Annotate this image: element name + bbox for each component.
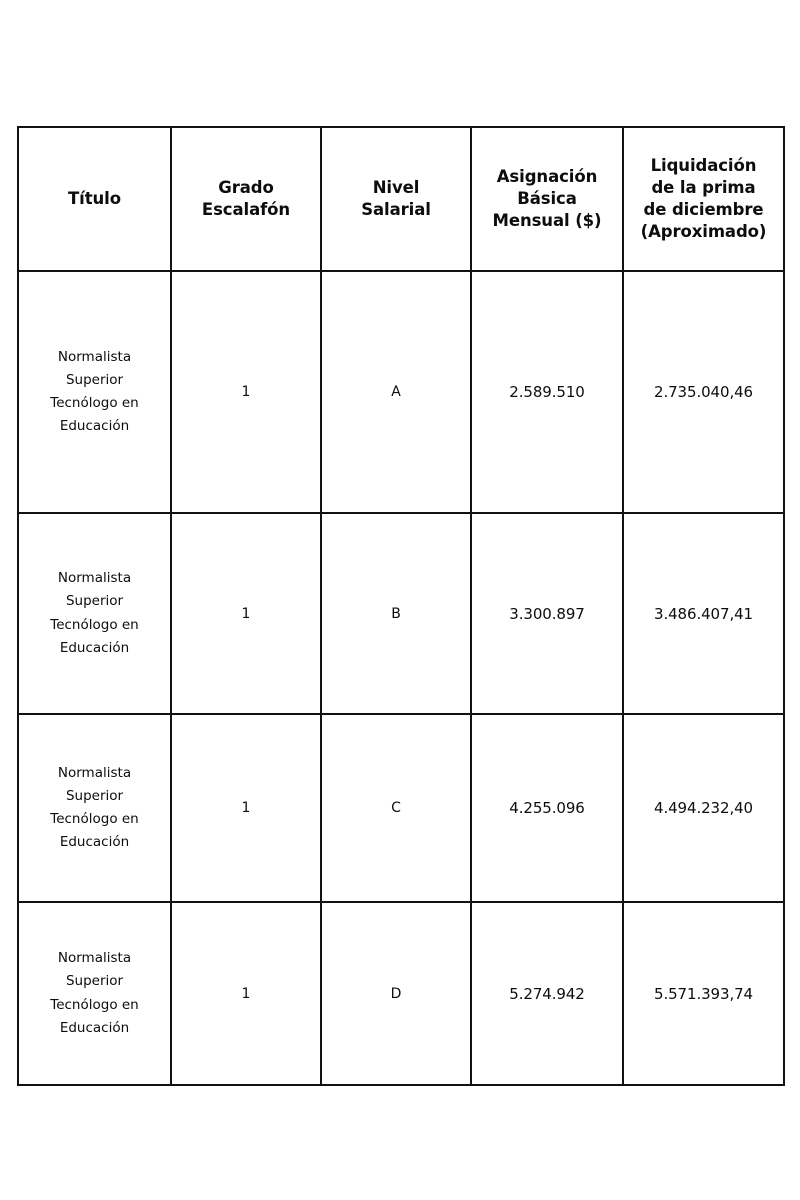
column-header-liquidacion-prima-diciembre [623,127,784,271]
cell-liquidacion: 5.571.393,74 [623,902,784,1085]
column-header-grado-escalafon [171,127,321,271]
cell-grado: 1 [171,513,321,714]
column-header-asignacion-line-1: Asignación [496,167,598,187]
cell-titulo-line-2: Superior [65,593,124,610]
column-header-asignacion-line-3: Mensual ($) [492,210,602,230]
cell-grado: 1 [171,714,321,902]
cell-titulo-line-3: Tecnólogo en [50,616,139,633]
salary-scale-table [17,126,785,1086]
cell-grado: 1 [171,271,321,513]
column-header-liquidacion-line-4: (Aproximado) [640,221,767,241]
table-header-row [18,127,784,271]
cell-nivel: C [321,714,471,902]
column-header-liquidacion-line-1: Liquidación [650,156,757,176]
table-row [18,714,784,902]
cell-titulo-line-2: Superior [65,371,124,388]
table-row [18,902,784,1085]
table-header [18,127,784,271]
column-header-asignacion-line-2: Básica [517,189,577,209]
column-header-liquidacion-line-2: de la prima [651,178,756,198]
cell-titulo-line-3: Tecnólogo en [50,811,139,827]
column-header-nivel-line-1: Nivel [372,178,420,198]
cell-titulo-line-1: Normalista [57,570,132,587]
cell-liquidacion: 2.735.040,46 [623,271,784,513]
cell-titulo [18,902,171,1085]
cell-liquidacion: 4.494.232,40 [623,714,784,902]
cell-nivel: A [321,271,471,513]
cell-liquidacion: 3.486.407,41 [623,513,784,714]
cell-titulo-line-4: Educación [59,1019,130,1036]
cell-grado: 1 [171,902,321,1085]
cell-titulo-line-1: Normalista [57,764,132,781]
cell-nivel: B [321,513,471,714]
column-header-nivel-line-2: Salarial [361,200,431,219]
column-header-titulo [18,127,171,271]
cell-titulo [18,271,171,513]
cell-titulo-line-2: Superior [65,973,124,990]
cell-titulo-line-4: Educación [59,418,130,435]
cell-titulo [18,714,171,902]
table-body [18,271,784,1085]
column-header-nivel-salarial [321,127,471,271]
cell-asignacion: 4.255.096 [471,714,623,902]
cell-titulo-line-2: Superior [65,787,124,804]
cell-asignacion: 2.589.510 [471,271,623,513]
cell-titulo-line-4: Educación [59,639,130,656]
column-header-liquidacion-line-3: de diciembre [643,200,764,219]
column-header-grado-line-2: Escalafón [201,200,291,219]
column-header-grado-line-1: Grado [218,178,274,198]
table-row [18,513,784,714]
column-header-asignacion-basica-mensual [471,127,623,271]
column-header-titulo-line-1: Título [68,189,121,209]
cell-nivel: D [321,902,471,1085]
table-row [18,271,784,513]
cell-titulo-line-3: Tecnólogo en [50,996,139,1013]
cell-asignacion: 5.274.942 [471,902,623,1085]
cell-titulo-line-1: Normalista [57,348,132,365]
cell-titulo-line-1: Normalista [57,950,132,967]
cell-titulo [18,513,171,714]
cell-titulo-line-4: Educación [59,834,130,851]
cell-asignacion: 3.300.897 [471,513,623,714]
cell-titulo-line-3: Tecnólogo en [50,395,139,411]
